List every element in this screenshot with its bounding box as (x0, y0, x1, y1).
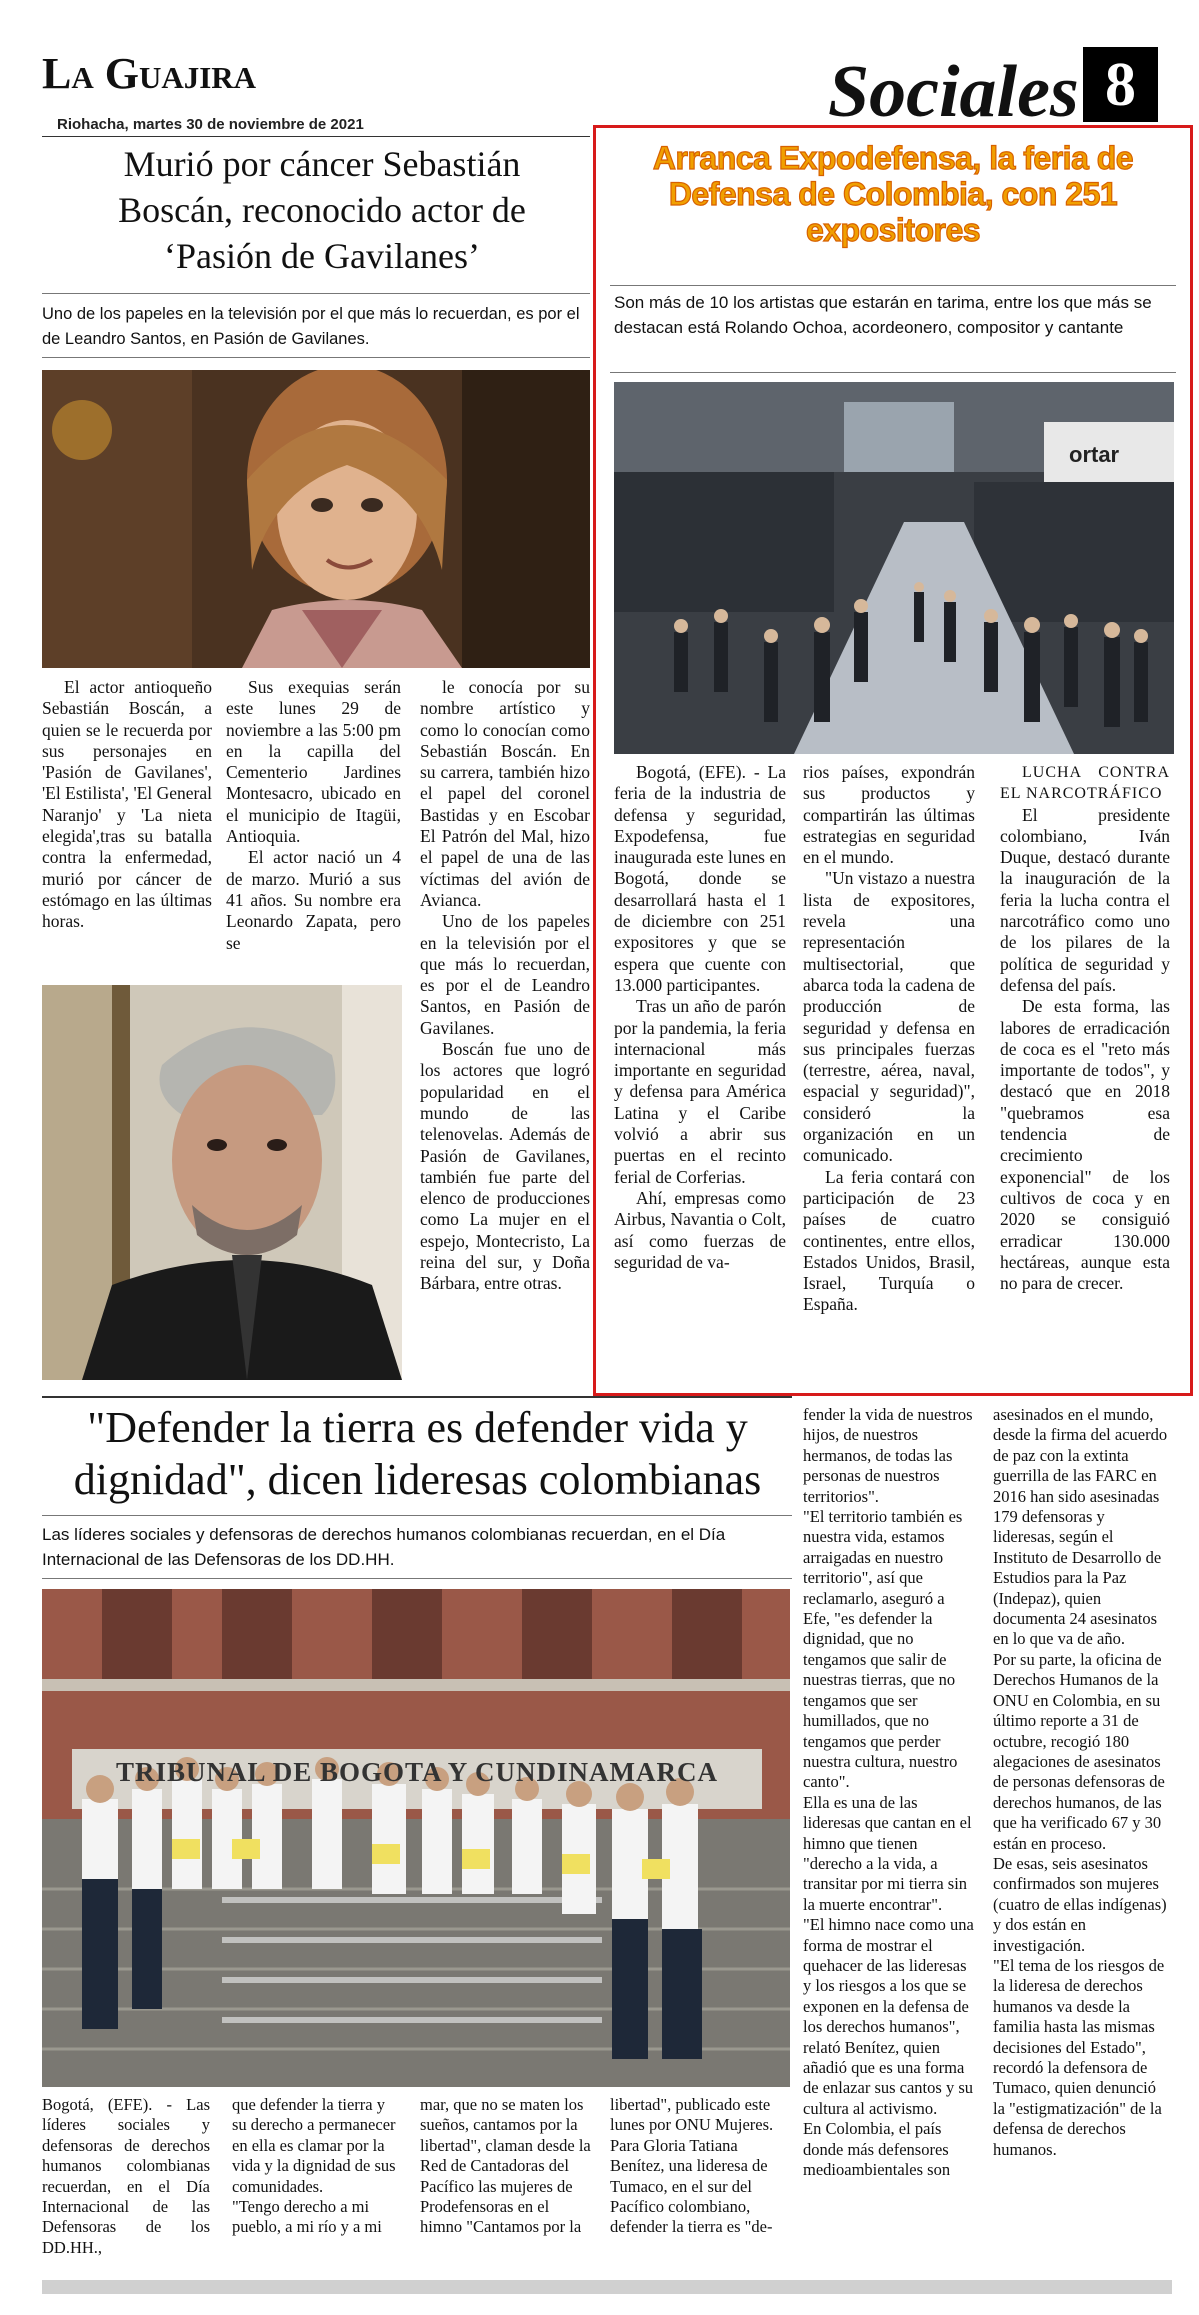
article3-bottom-col3 (420, 2095, 592, 2270)
paragraph: De esas, seis asesinatos confirmados son mujeres (cuatro de ellas indígenas) y dos están en investigación. (993, 1853, 1167, 1955)
article3-headline: "Defender la tierra es defender vida y dignidad", dicen lideresas colombianas (73, 1403, 762, 1504)
article2-col2 (803, 762, 975, 1382)
paragraph: Tras un año de parón por la pandemia, la feria internacional más importante en seguridad y defensa para América Latina y el Caribe volvió a abrir sus puertas en el recinto ferial de Corferias. (614, 996, 786, 1187)
actor-portrait-art (42, 985, 402, 1380)
lideresas-photo (42, 1589, 790, 2087)
article1-col1 (42, 677, 212, 977)
paragraph: Bogotá, (EFE). - Las líderes sociales y defensoras de derechos humanos colombianas recuerdan, en el Día Internacional de las Defensoras de los DD.HH., (42, 2095, 210, 2257)
actor-photo-telenovela (42, 370, 590, 668)
paragraph: Boscán fue uno de los actores que logró popularidad en el mundo de las telenovelas. Además de Pasión de Gavilanes, también fue parte del elenco de producciones como La mujer en el espejo, Montecristo, La reina del sur, y Doña Bárbara, entre otras. (420, 1039, 590, 1294)
expodefensa-photo (614, 382, 1174, 754)
paragraph: El presidente colombiano, Iván Duque, destacó durante la inauguración de la feria la lucha contra el narcotráfico como uno de los pilares de la política de seguridad y defensa del país. (1000, 804, 1170, 995)
paragraph: "El tema de los riesgos de la lideresa de derechos humanos va desde la familia hasta las mismas decisiones del Estado", recordó la defensora de Tumaco, quien denunció la "estigmatización" de la defensa de derechos humanos. (993, 1955, 1165, 2159)
paragraph: En Colombia, el país donde más defensores medioambientales son (803, 2119, 951, 2180)
article1-lead: Uno de los papeles en la televisión por el que más lo recuerdan, es por el de Leandro Santos, en Pasión de Gavilanes. (42, 305, 580, 348)
article2-headline: Arranca Expodefensa, la feria de Defensa de Colombia, con 251 expositores (652, 140, 1134, 248)
paragraph: le conocía por su nombre artístico y como lo conocían como Sebastián Boscán. En su carrera, también hizo el papel del coronel Bastidas y en Escobar El Patrón del Mal, hizo el papel de una de las víctimas del avión de Avianca. (420, 677, 590, 910)
article3-right-col1 (803, 1405, 975, 2275)
paragraph: La feria contará con participación de 23 países de cuatro continentes, entre ellos, Estados Unidos, Brasil, Israel, Turquía o España. (803, 1166, 975, 1315)
svg-text:ortar: ortar (1069, 442, 1120, 467)
article2-col3 (1000, 762, 1170, 1382)
paragraph: que defender la tierra y su derecho a permanecer en ella es clamar por la vida y la dignidad de sus comunidades. (232, 2095, 396, 2196)
paragraph: "Un vistazo a nuestra lista de expositores, revela una representación multisectorial, que abarca toda la cadena de producción de seguridad y defensa en sus principales fuerzas (terrestre, aérea, naval, espacial y seguridad)", consideró la organización en un comunicado. (803, 868, 975, 1166)
article3-lead: Las líderes sociales y defensoras de derechos humanos colombianas recuerdan, en el Día Internacional de las Defensoras de los DD.HH. (42, 1525, 726, 1569)
article3-bottom-col2 (232, 2095, 402, 2270)
article1-col2 (226, 677, 401, 977)
article3-lead-rule (42, 1578, 792, 1579)
tribunal-banner: TRIBUNAL DE BOGOTA Y CUNDINAMARCA (115, 1757, 719, 1787)
paragraph: fender la vida de nuestros hijos, de nuestros hermanos, de todas las personas de nuestros territorios". (803, 1405, 973, 1506)
paragraph: "El territorio también es nuestra vida, estamos arraigadas en nuestro territorio", así que reclamarlo, aseguró a Efe, "es defender la dignidad, que no tengamos que salir de nuestras tierras, que no tengamos que ser humillados, que no tengamos que perder nuestra cultura, nuestro canto". (803, 1507, 963, 1792)
expodefensa-art (614, 382, 1174, 754)
actor-photo-portrait (42, 985, 402, 1380)
paragraph: "El himno nace como una forma de mostrar el quehacer de las lideresas y los riesgos a los que se exponen en la defensa de los derechos humanos", relató Benítez, quien añadió que es una forma de enlazar sus cantos y su cultura al activismo. (803, 1915, 974, 2118)
article2-lead-rule (610, 372, 1176, 373)
footer-bar (42, 2280, 1172, 2294)
paragraph: Ahí, empresas como Airbus, Navantia o Colt, así como fuerzas de seguridad de va- (614, 1187, 786, 1272)
subhead: LUCHA CONTRA EL NARCOTRÁFICO (1000, 764, 1170, 803)
masthead-rule (42, 136, 590, 137)
paragraph: El actor nació un 4 de marzo. Murió a sus 41 años. Su nombre era Leonardo Zapata, pero se (226, 847, 401, 953)
paragraph: De esta forma, las labores de erradicación de coca es el "reto más importante de todos", y destacó que en 2018 "quebramos esa tendencia de crecimiento exponencial" de los cultivos de coca y en 2020 se consiguió erradicar 130.000 hectáreas, aunque esta no para de crecer. (1000, 996, 1170, 1294)
paragraph: asesinados en el mundo, desde la firma del acuerdo de paz con la extinta guerrilla de las FARC en 2016 han sido asesinadas 179 defensoras y lideresas, según el Instituto de Desarrollo de Estudios para la Paz (Indepaz), quien documenta 24 asesinatos en lo que va de año. (993, 1405, 1168, 1649)
article3-headline-rule (42, 1515, 792, 1516)
paragraph: "Tengo derecho a mi pueblo, a mi río y a mi (232, 2197, 382, 2237)
paragraph: mar, que no se maten los sueños, cantamos por la libertad", claman desde la Red de Cantadoras del Pacífico las mujeres de Prodefensoras en el himno "Cantamos por la (420, 2095, 591, 2237)
paragraph: libertad", publicado este lunes por ONU Mujeres. (610, 2095, 774, 2135)
paragraph: Ella es una de las lideresas que cantan en el himno que tienen "derecho a la vida, a transitar por mi tierra sin la muerte encontrar". (803, 1792, 972, 1914)
paragraph: Sus exequias serán este lunes 29 de noviembre a las 5:00 pm en la capilla del Cementerio Jardines Montesacro, ubicado en el municipio de Itagüi, Antioquia. (226, 677, 401, 847)
paper-name: La Guajira (42, 49, 257, 98)
article2-col1 (614, 762, 786, 1382)
article3-bottom-col1 (42, 2095, 210, 2270)
article1-col3 (420, 677, 590, 1382)
page-number: 8 (1083, 47, 1158, 122)
article2-headline-rule (610, 285, 1176, 286)
paragraph: Por su parte, la oficina de Derechos Humanos de la ONU en Colombia, en su último reporte a 31 de octubre, recogió 180 alegaciones de asesinatos de personas defensoras de derechos humanos, de las que ha verificado 67 y 30 están en proceso. (993, 1649, 1165, 1853)
article1-lead-rule (42, 357, 590, 358)
paragraph: Para Gloria Tatiana Benítez, una lideresa de Tumaco, en el sur del Pacífico colombiano, defender la tierra es "de- (610, 2135, 773, 2237)
dateline: Riohacha, martes 30 de noviembre de 2021 (57, 116, 364, 133)
lideresas-photo-art (42, 1589, 790, 2087)
section-title: Sociales (828, 51, 1079, 133)
article3-bottom-col4 (610, 2095, 790, 2270)
article3-right-col2 (993, 1405, 1169, 2275)
paragraph: Bogotá, (EFE). - La feria de la industria de defensa y seguridad, Expodefensa, fue inaugurada este lunes en Bogotá, donde se desarrollará hasta el 1 de diciembre con 251 expositores y que se espera que cuente con 13.000 participantes. (614, 762, 786, 995)
paragraph: Uno de los papeles en la televisión por el que más lo recuerdan, es por el de Leandro Santos, en Pasión de Gavilanes. (420, 911, 590, 1038)
paragraph: El actor antioqueño Sebastián Boscán, a quien se le recuerda por sus personajes en 'Pasión de Gavilanes', 'El Estilista', 'El General Naranjo' y 'La nieta elegida',tras su batalla contra la enfermedad, murió por cáncer de estómago en las últimas horas. (42, 677, 212, 932)
article2-lead: Son más de 10 los artistas que estarán en tarima, entre los que más se destacan está Rolando Ochoa, acordeonero, compositor y cantante (614, 293, 1152, 337)
article1-headline: Murió por cáncer Sebastián Boscán, reconocido actor de ‘Pasión de Gavilanes’ (118, 144, 526, 276)
actor-photo-art (42, 370, 590, 668)
paragraph: rios países, expondrán sus productos y compartirán las últimas estrategias en seguridad en el mundo. (803, 762, 975, 868)
article3-top-rule (42, 1396, 792, 1398)
article1-headline-rule (42, 293, 590, 294)
